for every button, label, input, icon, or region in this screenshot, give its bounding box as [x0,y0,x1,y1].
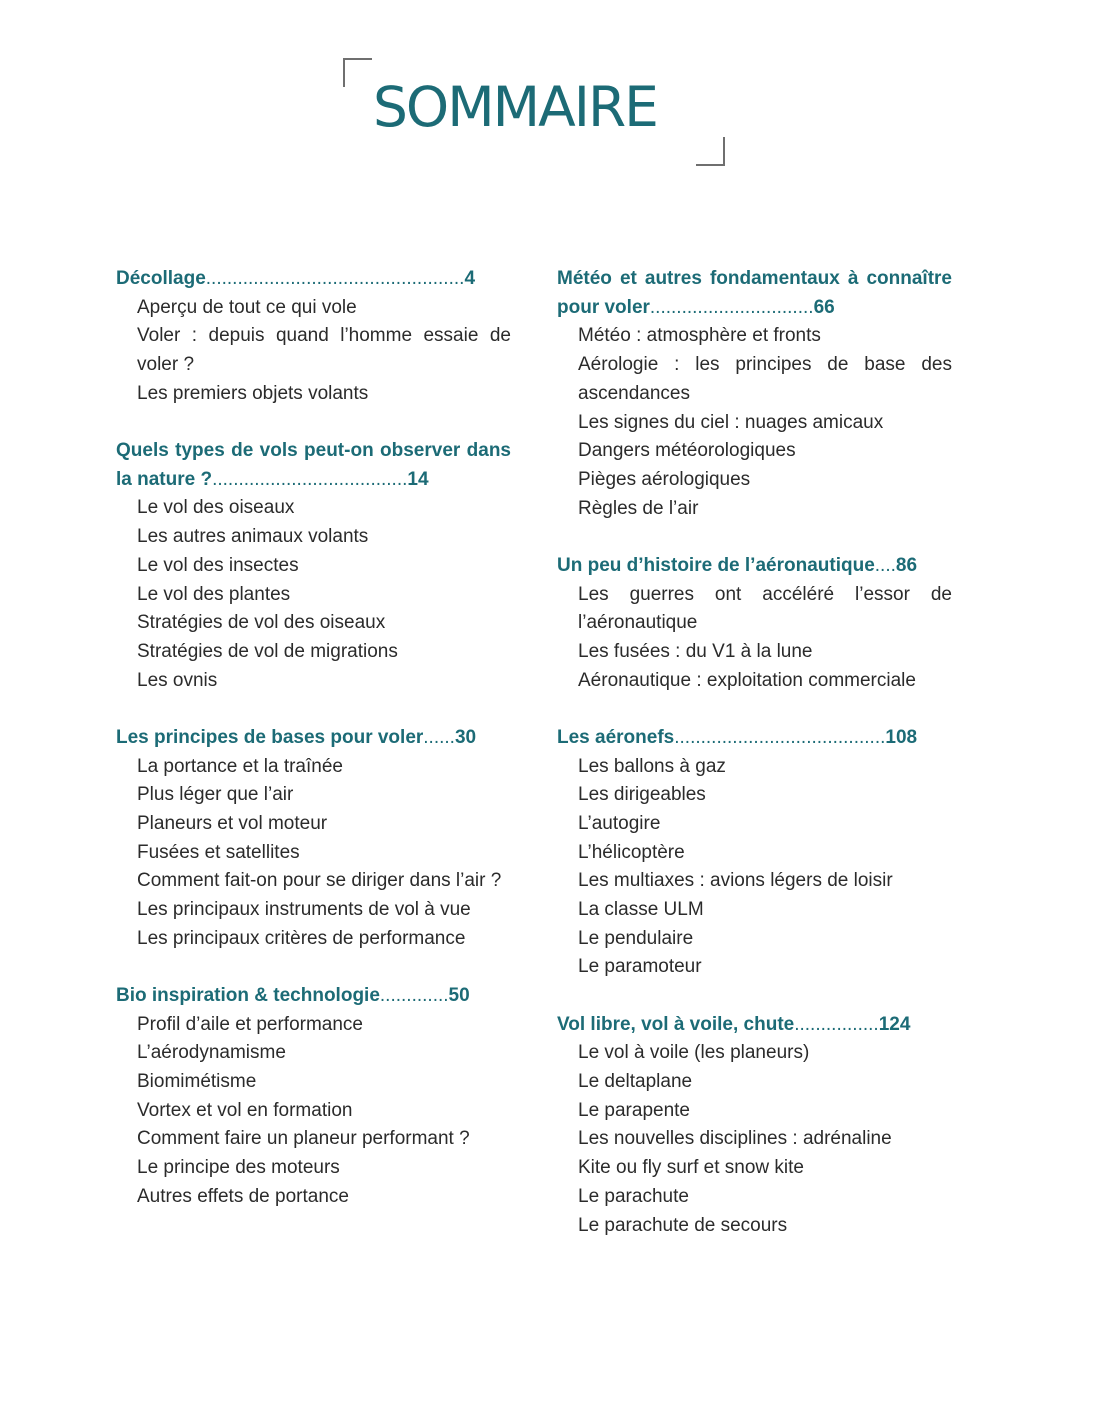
toc-section [557,265,952,523]
toc-dot-leader: .... [874,554,896,576]
toc-dot-leader: ............................... [649,296,814,318]
toc-section-heading [116,265,511,294]
toc-item: Météo : atmosphère et fronts [578,325,821,347]
toc-page-number: 50 [448,984,470,1006]
toc-item: Voler : depuis quand l’homme essaie de voler ? [137,325,511,376]
toc-heading-text: Vol libre, vol à voile, chute [557,1013,795,1035]
toc-heading-text: Un peu d’histoire de l’aéronautique [557,554,875,576]
toc-item: Stratégies de vol de migrations [137,640,398,662]
toc-page-number: 4 [464,268,476,289]
toc-section-heading [557,724,952,753]
toc-item: Aéronautique : exploitation commerciale [578,669,916,691]
toc-item-list [116,294,511,409]
toc-dot-leader: ...... [423,726,455,748]
toc-item: Règles de l’air [578,497,699,519]
toc-section-heading [557,265,952,322]
toc-item: Les principaux critères de performance [137,927,466,949]
toc-item: Plus léger que l’air [137,784,294,806]
toc-item-list [116,753,511,954]
toc-dot-leader: ............. [379,984,449,1006]
toc-item: Le pendulaire [578,927,694,949]
toc-item: Les ballons à gaz [578,755,726,777]
toc-item: La portance et la traînée [137,755,343,777]
toc-section [557,1011,952,1241]
toc-page-number: 66 [813,296,835,318]
toc-item: Les principaux instruments de vol à vue [137,899,471,921]
toc-item-list [116,494,511,695]
toc-item: Vortex et vol en formation [137,1099,353,1121]
toc-page-number: 86 [895,554,918,576]
toc-page-number: 108 [885,726,918,748]
toc-item: Le parachute [578,1185,689,1207]
toc-item: Le principe des moteurs [137,1157,340,1179]
toc-item: Dangers météorologiques [578,440,796,462]
toc-heading-text: Quels types de vols peut-on observer dans la nature ? [116,440,511,490]
toc-section-heading [116,724,511,753]
toc-section [557,552,952,696]
toc-item: Autres effets de portance [137,1185,349,1207]
toc-heading-text: Décollage [116,268,206,289]
toc-dot-leader: ........................................ [674,726,886,748]
toc-heading-text: Les aéronefs [557,726,675,748]
toc-item: Kite ou fly surf et snow kite [578,1157,804,1179]
toc-item: Biomimétisme [137,1071,257,1093]
toc-item: Le vol des insectes [137,554,299,576]
toc-item: Fusées et satellites [137,841,300,863]
toc-section [116,265,511,409]
toc-item: Planeurs et vol moteur [137,812,328,834]
toc-item: Le paramoteur [578,956,702,978]
toc-column-right [557,265,952,1269]
toc-item-list [116,1011,511,1212]
toc-item: Le vol des plantes [137,583,291,605]
toc-item: Les nouvelles disciplines : adrénaline [578,1128,892,1150]
toc-item: Les autres animaux volants [137,526,369,548]
page-title: SOMMAIRE [373,75,657,139]
toc-section-heading [116,437,511,494]
corner-bracket-top-left [343,58,372,87]
toc-item: Stratégies de vol des oiseaux [137,612,386,634]
toc-item-list [557,581,952,696]
toc-item: Aérologie : les principes de base des ascendances [578,354,952,404]
toc-item: Le parapente [578,1099,690,1121]
toc-item-list [557,753,952,983]
toc-section-heading [557,552,952,581]
toc-item: L’aérodynamisme [137,1042,286,1064]
toc-dot-leader: ................ [794,1013,879,1035]
toc-page-number: 30 [454,726,477,748]
toc-item: Comment faire un planeur performant ? [137,1128,470,1150]
toc-section [557,724,952,982]
toc-item: L’hélicoptère [578,841,685,863]
toc-dot-leader: ................................................. [205,268,465,289]
toc-section-heading [557,1011,952,1040]
toc-item: La classe ULM [578,899,704,921]
toc-item: Le deltaplane [578,1071,693,1093]
toc-page-number: 14 [407,468,429,490]
toc-item: Le vol des oiseaux [137,497,295,519]
toc-item-list [557,322,952,523]
corner-bracket-bottom-right [696,137,725,166]
toc-item: L’autogire [578,812,661,834]
toc-item: Les premiers objets volants [137,382,369,404]
toc-item: Les multiaxes : avions légers de loisir [578,870,893,892]
toc-section [116,724,511,954]
toc-item: Les fusées : du V1 à la lune [578,640,813,662]
toc-item: Le vol à voile (les planeurs) [578,1042,810,1064]
toc-item: Le parachute de secours [578,1214,788,1236]
toc-heading-text: Météo et autres fondamentaux à connaître pour voler [557,268,952,318]
toc-item: Comment fait-on pour se diriger dans l’air ? [137,870,502,892]
toc-heading-text: Bio inspiration & technologie [116,984,380,1006]
toc-item: Les guerres ont accéléré l’essor de l’aéronautique [578,583,952,634]
toc-item-list [557,1039,952,1240]
title-block [343,58,725,166]
toc-page-number: 124 [878,1013,911,1035]
toc-heading-text: Les principes de bases pour voler [116,726,424,748]
toc-item: Pièges aérologiques [578,468,751,490]
toc-item: Aperçu de tout ce qui vole [137,296,357,318]
toc-section [116,982,511,1212]
toc-item: Profil d’aile et performance [137,1013,363,1035]
toc-section [116,437,511,695]
toc-dot-leader: ..................................... [212,468,408,490]
toc-item: Les signes du ciel : nuages amicaux [578,411,884,433]
toc-section-heading [116,982,511,1011]
toc-column-left [116,265,511,1240]
toc-item: Les ovnis [137,669,218,691]
toc-item: Les dirigeables [578,784,706,806]
